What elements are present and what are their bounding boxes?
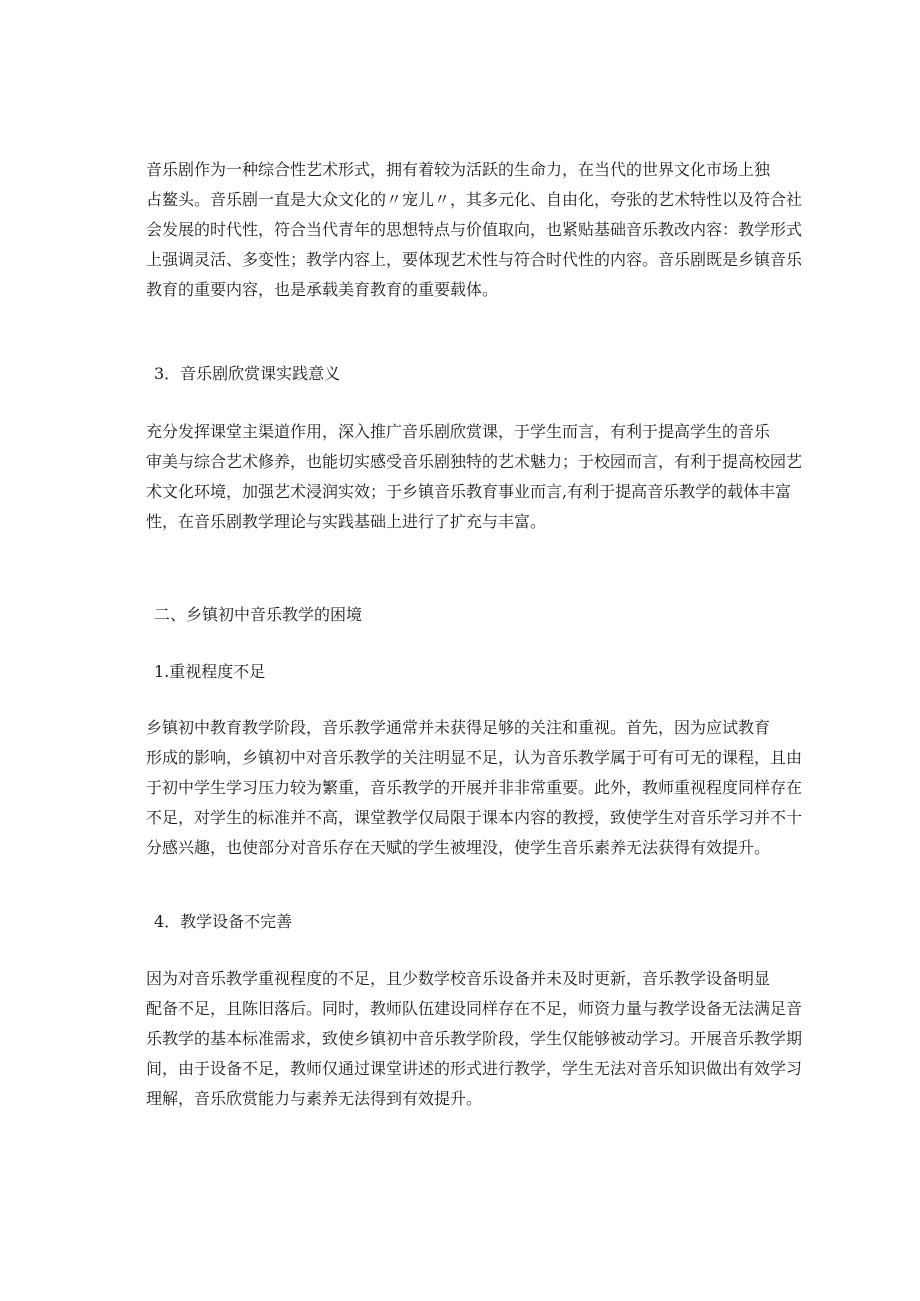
paragraph-line: 占鳌头。音乐剧一直是大众文化的〃宠儿〃，其多元化、自由化，夸张的艺术特性以及符合社: [146, 190, 803, 209]
paragraph-line: 充分发挥课堂主渠道作用，深入推广音乐剧欣赏课，于学生而言，有利于提高学生的音乐: [146, 422, 771, 441]
paragraph-line: 音乐剧作为一种综合性艺术形式，拥有着较为活跃的生命力，在当代的世界文化市场上独: [146, 160, 771, 179]
paragraph-line: 间，由于设备不足，教师仅通过课堂讲述的形式进行教学，学生无法对音乐知识做出有效学习: [146, 1059, 803, 1078]
paragraph-line: 分感兴趣，也使部分对音乐存在天赋的学生被埋没，使学生音乐素养无法获得有效提升。: [146, 838, 771, 857]
paragraph-line: 术文化环境，加强艺术浸润实效；于乡镇音乐教育事业而言,有利于提高音乐教学的载体丰富: [146, 482, 792, 501]
paragraph-line: 理解，音乐欣赏能力与素养无法得到有效提升。: [146, 1089, 483, 1108]
paragraph-line: 于初中学生学习压力较为繁重，音乐教学的开展并非非常重要。此外，教师重视程度同样存在: [146, 778, 803, 797]
paragraph-line: 性，在音乐剧教学理论与实践基础上进行了扩充与丰富。: [146, 512, 547, 531]
paragraph-line: 乐教学的基本标准需求，致使乡镇初中音乐教学阶段，学生仅能够被动学习。开展音乐教学期: [146, 1029, 803, 1048]
subheading-insufficient-attention: 1.重视程度不足: [154, 662, 266, 681]
subheading-incomplete-equipment: 4．教学设备不完善: [154, 912, 293, 931]
paragraph-line: 因为对音乐教学重视程度的不足，且少数学校音乐设备并未及时更新，音乐教学设备明显: [146, 969, 771, 988]
paragraph-line: 审美与综合艺术修养，也能切实感受音乐剧独特的艺术魅力；于校园而言，有利于提高校园艺: [146, 452, 803, 471]
paragraph-line: 会发展的时代性，符合当代青年的思想特点与价值取向，也紧贴基础音乐教改内容：教学形式: [146, 220, 803, 239]
paragraph-line: 乡镇初中教育教学阶段，音乐教学通常并未获得足够的关注和重视。首先，因为应试教育: [146, 718, 771, 737]
paragraph-insufficient-attention: [146, 713, 803, 863]
paragraph-line: 配备不足，且陈旧落后。同时，教师队伍建设同样存在不足，师资力量与教学设备无法满足音: [146, 999, 803, 1018]
paragraph-line: 形成的影响，乡镇初中对音乐教学的关注明显不足，认为音乐教学属于可有可无的课程，且由: [146, 748, 803, 767]
section-heading-practice-significance: 3．音乐剧欣赏课实践意义: [154, 364, 341, 383]
chapter-heading-difficulties: 二、乡镇初中音乐教学的困境: [154, 605, 363, 624]
paragraph-line: 上强调灵活、多变性；教学内容上，要体现艺术性与符合时代性的内容。音乐剧既是乡镇音乐: [146, 250, 803, 269]
paragraph-practice-significance: [146, 417, 803, 537]
paragraph-musical-overview: [146, 155, 803, 305]
paragraph-incomplete-equipment: [146, 964, 803, 1114]
paragraph-line: 教育的重要内容，也是承载美育教育的重要载体。: [146, 280, 499, 299]
paragraph-line: 不足，对学生的标准并不高，课堂教学仅局限于课本内容的教授，致使学生对音乐学习并不十: [146, 808, 803, 827]
